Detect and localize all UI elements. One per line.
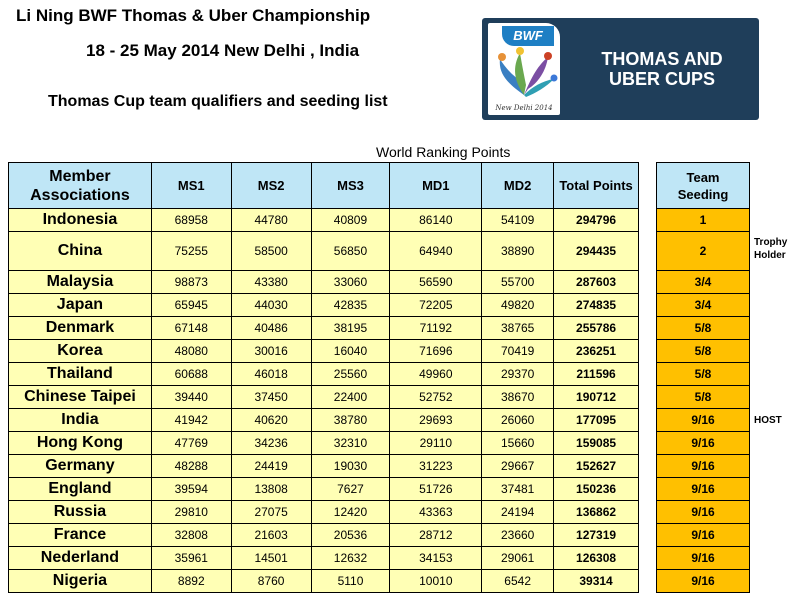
ms1-cell: 60688: [151, 363, 231, 386]
seed-cell: 9/16: [657, 524, 750, 547]
table-row: [9, 547, 639, 570]
table-row: [9, 524, 639, 547]
association-name-cell: Hong Kong: [9, 432, 152, 455]
ms2-cell: 46018: [231, 363, 311, 386]
ms3-cell: 12632: [311, 547, 390, 570]
total-cell: 287603: [554, 271, 639, 294]
seeding-row: [657, 570, 750, 593]
col-header-team-seeding: Team Seeding: [657, 163, 750, 209]
seeding-row: [657, 209, 750, 232]
seeding-row: [657, 386, 750, 409]
md2-cell: 38765: [482, 317, 554, 340]
table-row: [9, 386, 639, 409]
ms3-cell: 40809: [311, 209, 390, 232]
ms2-cell: 21603: [231, 524, 311, 547]
ms3-cell: 19030: [311, 455, 390, 478]
seeding-row: [657, 363, 750, 386]
ms1-cell: 75255: [151, 232, 231, 271]
association-name-cell: Japan: [9, 294, 152, 317]
ms2-cell: 58500: [231, 232, 311, 271]
col-header-md2: MD2: [482, 163, 554, 209]
thomas-uber-cups-logo: [482, 18, 759, 120]
ms3-cell: 25560: [311, 363, 390, 386]
ms1-cell: 29810: [151, 501, 231, 524]
seeding-row: [657, 317, 750, 340]
table-row: [9, 294, 639, 317]
table-row: [9, 478, 639, 501]
total-cell: 211596: [554, 363, 639, 386]
ranking-points-table: [8, 162, 639, 593]
total-cell: 136862: [554, 501, 639, 524]
table-row: [9, 209, 639, 232]
association-name-cell: Nederland: [9, 547, 152, 570]
md1-cell: 29693: [390, 409, 482, 432]
seeding-row: [657, 547, 750, 570]
association-name-cell: Denmark: [9, 317, 152, 340]
md1-cell: 52752: [390, 386, 482, 409]
total-cell: 294435: [554, 232, 639, 271]
association-name-cell: Korea: [9, 340, 152, 363]
table-row: [9, 570, 639, 593]
championship-dates: 18 - 25 May 2014 New Delhi , India: [86, 41, 360, 60]
ms3-cell: 33060: [311, 271, 390, 294]
association-name-cell: Germany: [9, 455, 152, 478]
col-header-ms2: MS2: [231, 163, 311, 209]
ms3-cell: 20536: [311, 524, 390, 547]
seed-cell: 9/16: [657, 409, 750, 432]
total-cell: 190712: [554, 386, 639, 409]
association-name-cell: Nigeria: [9, 570, 152, 593]
md1-cell: 72205: [390, 294, 482, 317]
seeding-header-row: [657, 163, 750, 209]
ms3-cell: 22400: [311, 386, 390, 409]
association-name-cell: Thailand: [9, 363, 152, 386]
seed-cell: 5/8: [657, 363, 750, 386]
md2-cell: 38670: [482, 386, 554, 409]
table-row: [9, 340, 639, 363]
md2-cell: 23660: [482, 524, 554, 547]
seeding-row: [657, 455, 750, 478]
seeding-row: [657, 501, 750, 524]
logo-city: New Delhi 2014: [495, 104, 553, 112]
ms1-cell: 68958: [151, 209, 231, 232]
association-name-cell: Malaysia: [9, 271, 152, 294]
md1-cell: 49960: [390, 363, 482, 386]
ms2-cell: 14501: [231, 547, 311, 570]
col-header-ms3: MS3: [311, 163, 390, 209]
association-name-cell: Chinese Taipei: [9, 386, 152, 409]
ms3-cell: 5110: [311, 570, 390, 593]
md2-cell: 29667: [482, 455, 554, 478]
ms2-cell: 40620: [231, 409, 311, 432]
table-row: [9, 363, 639, 386]
seeding-row: [657, 271, 750, 294]
table-row: [9, 271, 639, 294]
ms1-cell: 35961: [151, 547, 231, 570]
ms3-cell: 7627: [311, 478, 390, 501]
md2-cell: 24194: [482, 501, 554, 524]
ms2-cell: 8760: [231, 570, 311, 593]
seed-cell: 3/4: [657, 271, 750, 294]
seed-cell: 3/4: [657, 294, 750, 317]
logo-text-line1: THOMAS AND: [601, 49, 723, 69]
seed-cell: 9/16: [657, 547, 750, 570]
association-name-cell: Russia: [9, 501, 152, 524]
md2-cell: 6542: [482, 570, 554, 593]
association-name-cell: India: [9, 409, 152, 432]
md1-cell: 86140: [390, 209, 482, 232]
total-cell: 159085: [554, 432, 639, 455]
table-header-row: [9, 163, 639, 209]
ms3-cell: 32310: [311, 432, 390, 455]
total-cell: 236251: [554, 340, 639, 363]
seeding-row: [657, 524, 750, 547]
championship-title: Li Ning BWF Thomas & Uber Championship: [16, 6, 371, 25]
seed-cell: 1: [657, 209, 750, 232]
total-cell: 274835: [554, 294, 639, 317]
md2-cell: 38890: [482, 232, 554, 271]
table-row: [9, 409, 639, 432]
ms2-cell: 24419: [231, 455, 311, 478]
association-name-cell: England: [9, 478, 152, 501]
ms2-cell: 30016: [231, 340, 311, 363]
col-header-md1: MD1: [390, 163, 482, 209]
md2-cell: 15660: [482, 432, 554, 455]
md1-cell: 64940: [390, 232, 482, 271]
md1-cell: 56590: [390, 271, 482, 294]
total-cell: 152627: [554, 455, 639, 478]
col-header-total-points: Total Points: [554, 163, 639, 209]
seeding-row: [657, 294, 750, 317]
md2-cell: 55700: [482, 271, 554, 294]
total-cell: 126308: [554, 547, 639, 570]
md1-cell: 10010: [390, 570, 482, 593]
col-header-ms1: MS1: [151, 163, 231, 209]
ms3-cell: 38195: [311, 317, 390, 340]
col-header-member-associations: Member Associations: [9, 163, 152, 209]
ms1-cell: 48288: [151, 455, 231, 478]
md1-cell: 28712: [390, 524, 482, 547]
ms2-cell: 44030: [231, 294, 311, 317]
seeding-row: [657, 478, 750, 501]
total-cell: 177095: [554, 409, 639, 432]
ms1-cell: 67148: [151, 317, 231, 340]
ms2-cell: 34236: [231, 432, 311, 455]
ms1-cell: 32808: [151, 524, 231, 547]
md2-cell: 29061: [482, 547, 554, 570]
md2-cell: 37481: [482, 478, 554, 501]
md1-cell: 43363: [390, 501, 482, 524]
team-seeding-table: [656, 162, 750, 593]
ms2-cell: 27075: [231, 501, 311, 524]
ms1-cell: 47769: [151, 432, 231, 455]
table-caption: World Ranking Points: [376, 144, 511, 160]
ms2-cell: 37450: [231, 386, 311, 409]
ms3-cell: 56850: [311, 232, 390, 271]
total-cell: 294796: [554, 209, 639, 232]
md2-cell: 54109: [482, 209, 554, 232]
md1-cell: 31223: [390, 455, 482, 478]
seed-cell: 2: [657, 232, 750, 271]
seeding-row: [657, 232, 750, 271]
table-row: [9, 317, 639, 340]
seed-cell: 5/8: [657, 317, 750, 340]
seed-cell: 9/16: [657, 432, 750, 455]
md1-cell: 29110: [390, 432, 482, 455]
association-name-cell: China: [9, 232, 152, 271]
md2-cell: 29370: [482, 363, 554, 386]
logo-text-line2: UBER CUPS: [608, 69, 715, 89]
total-cell: 150236: [554, 478, 639, 501]
association-name-cell: France: [9, 524, 152, 547]
seeding-row: [657, 340, 750, 363]
shuttlecock-peacock-icon: [490, 45, 558, 101]
ms1-cell: 48080: [151, 340, 231, 363]
total-cell: 39314: [554, 570, 639, 593]
md2-cell: 70419: [482, 340, 554, 363]
seed-cell: 5/8: [657, 340, 750, 363]
ms1-cell: 65945: [151, 294, 231, 317]
ms3-cell: 16040: [311, 340, 390, 363]
ms1-cell: 98873: [151, 271, 231, 294]
total-cell: 127319: [554, 524, 639, 547]
association-name-cell: Indonesia: [9, 209, 152, 232]
host-note: HOST: [754, 415, 782, 426]
ms3-cell: 38780: [311, 409, 390, 432]
ms1-cell: 39440: [151, 386, 231, 409]
ms2-cell: 40486: [231, 317, 311, 340]
ms3-cell: 42835: [311, 294, 390, 317]
ms3-cell: 12420: [311, 501, 390, 524]
ms2-cell: 44780: [231, 209, 311, 232]
md1-cell: 34153: [390, 547, 482, 570]
seeding-row: [657, 409, 750, 432]
table-row: [9, 432, 639, 455]
table-row: [9, 455, 639, 478]
logo-emblem: [488, 23, 560, 115]
table-row: [9, 232, 639, 271]
ms2-cell: 43380: [231, 271, 311, 294]
ms1-cell: 8892: [151, 570, 231, 593]
seeding-row: [657, 432, 750, 455]
md2-cell: 49820: [482, 294, 554, 317]
seed-cell: 5/8: [657, 386, 750, 409]
md2-cell: 26060: [482, 409, 554, 432]
seed-cell: 9/16: [657, 455, 750, 478]
seed-cell: 9/16: [657, 501, 750, 524]
seed-cell: 9/16: [657, 570, 750, 593]
total-cell: 255786: [554, 317, 639, 340]
md1-cell: 51726: [390, 478, 482, 501]
trophy-holder-note: Trophy Holder: [754, 237, 788, 261]
seed-cell: 9/16: [657, 478, 750, 501]
bwf-badge: BWF: [502, 26, 554, 46]
ms1-cell: 39594: [151, 478, 231, 501]
ms2-cell: 13808: [231, 478, 311, 501]
table-row: [9, 501, 639, 524]
md1-cell: 71696: [390, 340, 482, 363]
md1-cell: 71192: [390, 317, 482, 340]
list-subtitle: Thomas Cup team qualifiers and seeding list: [48, 93, 388, 110]
ms1-cell: 41942: [151, 409, 231, 432]
